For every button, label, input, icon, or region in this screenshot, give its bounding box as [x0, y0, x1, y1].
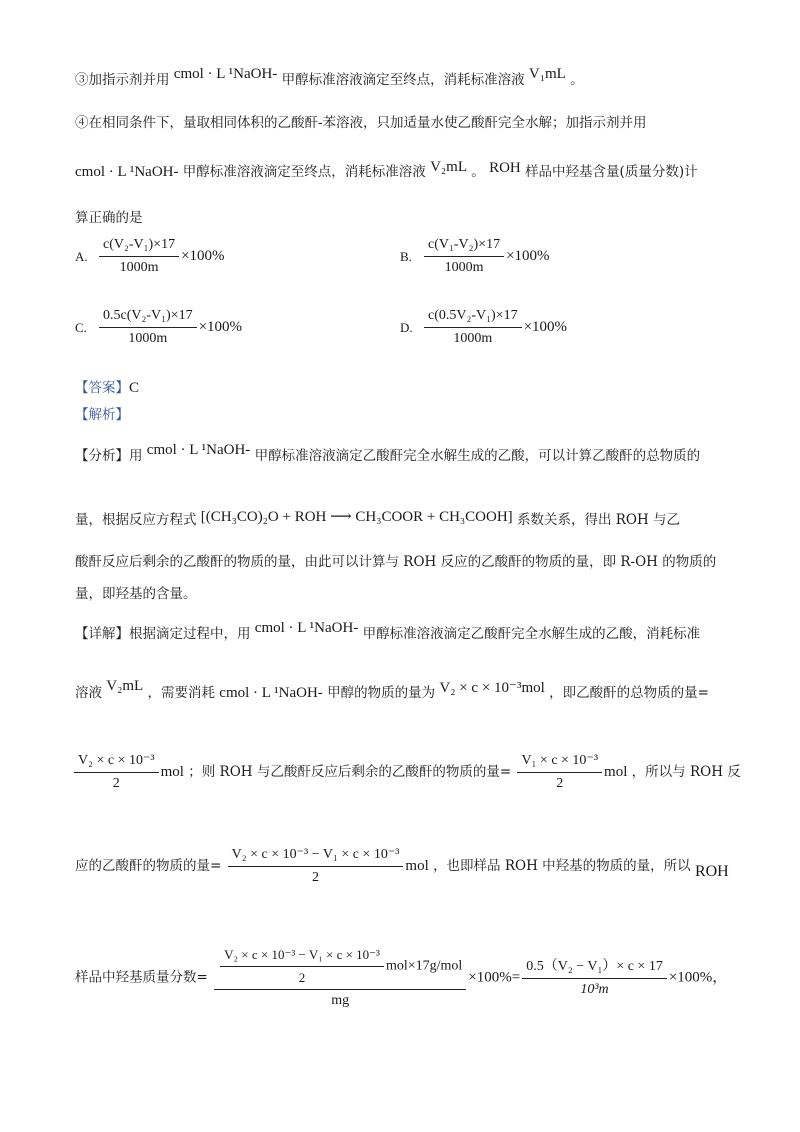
- step-4-line-3: 算正确的是: [75, 210, 143, 226]
- detail-p5: 甲醇的物质的量为: [327, 685, 436, 701]
- fraction-reacted-num: V₂ × c × 10⁻³ − V₁ × c × 10⁻³: [228, 846, 404, 867]
- option-a: [75, 236, 225, 277]
- fraction-total-den: 2: [112, 776, 120, 791]
- step-3-prefix: ③加指示剂并用: [75, 72, 170, 88]
- detail-reagent-2: cmol · L ¹NaOH-: [219, 685, 323, 701]
- detail-line-3: [72, 752, 741, 793]
- fraction-mass-inner: [220, 946, 384, 987]
- option-d-label: D.: [400, 319, 413, 335]
- fraction-total: [74, 752, 159, 793]
- option-d-tail: ×100%: [523, 319, 568, 335]
- step-3-reagent: cmol · L ¹NaOH-: [173, 66, 278, 82]
- detail-expr-1: V₂ × c × 10⁻³mol: [439, 680, 545, 696]
- fraction-mass: [214, 946, 466, 1010]
- fenxi-reagent: cmol · L ¹NaOH-: [146, 442, 251, 458]
- detail-p9: 应的乙酸酐的物质的量=: [75, 858, 222, 874]
- mol-unit-3: mol: [405, 858, 429, 874]
- detail-roh: ROH: [694, 863, 729, 880]
- detail-line-4: [75, 846, 729, 887]
- fenxi-p1: 用: [129, 448, 143, 464]
- detail-volume: V₂mL: [106, 678, 144, 694]
- fraction-final-num: 0.5（V₂ − V₁）× c × 17: [522, 958, 667, 979]
- fenxi-line-4: 量，即羟基的含量。: [75, 586, 197, 602]
- fraction-remaining: [517, 752, 602, 793]
- option-d-denominator: 1000m: [453, 331, 493, 346]
- option-b-denominator: 1000m: [444, 260, 484, 275]
- step-4-line-2: [75, 159, 698, 182]
- answer-tag: 【答案】: [75, 380, 129, 396]
- option-c-fraction: [99, 307, 197, 348]
- detail-p1: 根据滴定过程中，用: [129, 626, 251, 642]
- fenxi-p3: 量，根据反应方程式: [75, 512, 197, 528]
- detail-p7: ；则 ROH 与乙酸酐反应后剩余的乙酸酐的物质的量=: [188, 764, 512, 780]
- option-a-label: A.: [75, 248, 88, 264]
- option-b-fraction: [424, 236, 504, 277]
- fraction-reacted-den: 2: [312, 870, 320, 885]
- fenxi-line-2: [75, 510, 680, 530]
- option-a-tail: ×100%: [181, 248, 225, 264]
- step-4-tail: 样品中羟基含量(质量分数)计: [525, 164, 698, 180]
- fraction-mass-tail: mol×17g/mol: [385, 958, 463, 974]
- mol-unit-1: mol: [160, 764, 184, 780]
- step-4-end: 。: [471, 164, 485, 180]
- reaction-equation: [(CH₃CO)₂O + ROH ⟶ CH₃COOR + CH₃COOH]: [200, 509, 513, 525]
- fenxi-p4: 系数关系，得出 ROH 与乙: [516, 512, 681, 528]
- fraction-mass-inner-den: 2: [298, 970, 306, 985]
- detail-p3: 溶液: [75, 685, 102, 701]
- option-c-tail: ×100%: [198, 319, 243, 335]
- mol-unit-2: mol: [604, 764, 628, 780]
- fraction-mass-den: mg: [331, 993, 350, 1008]
- step-4-line-1: ④在相同条件下，量取相同体积的乙酸酐-苯溶液，只加适量水使乙酸酐完全水解；加指示剂并用: [75, 115, 647, 131]
- fraction-final: [522, 958, 667, 999]
- answer-value: C: [129, 380, 140, 396]
- step-4-volume: V₂mL: [430, 159, 467, 175]
- option-a-denominator: 1000m: [119, 260, 159, 275]
- fraction-mass-num: [214, 946, 466, 990]
- option-a-numerator: c(V₂-V₁)×17: [99, 236, 179, 257]
- fenxi-line-1: [75, 442, 701, 466]
- fraction-reacted: [228, 846, 404, 887]
- option-c-numerator: 0.5c(V₂-V₁)×17: [99, 307, 197, 328]
- option-c-denominator: 1000m: [128, 331, 168, 346]
- detail-p4: ，需要消耗: [147, 685, 215, 701]
- option-b-tail: ×100%: [506, 248, 550, 264]
- fraction-remaining-den: 2: [556, 776, 564, 791]
- detail-line-5: [75, 946, 727, 1010]
- detail-tag: 【详解】: [75, 626, 129, 642]
- detail-p10: ，也即样品 ROH 中羟基的物质的量，所以: [433, 858, 691, 874]
- percent-equals: ×100%=: [468, 969, 521, 986]
- detail-line-2: [75, 678, 709, 703]
- detail-p6: ，即乙酸酐的总物质的量=: [549, 685, 709, 701]
- option-d-numerator: c(0.5V₂-V₁)×17: [424, 307, 522, 328]
- step-4-text: 甲醇标准溶液滴定至终点，消耗标准溶液: [182, 164, 426, 180]
- detail-p11: 样品中羟基质量分数=: [75, 969, 208, 986]
- option-b-label: B.: [400, 248, 412, 264]
- detail-reagent: cmol · L ¹NaOH-: [254, 620, 359, 636]
- option-b-numerator: c(V₁-V₂)×17: [424, 236, 504, 257]
- step-4-reagent: cmol · L ¹NaOH-: [75, 164, 179, 180]
- step-3-text: 甲醇标准溶液滴定至终点，消耗标准溶液: [281, 72, 525, 88]
- answer-line: [75, 378, 139, 398]
- step-4-roh: ROH: [489, 160, 521, 176]
- fenxi-p2: 甲醇标准溶液滴定乙酸酐完全水解生成的乙酸，可以计算乙酸酐的总物质的: [254, 448, 701, 464]
- detail-line-1: [75, 620, 701, 644]
- step-3-end: 。: [570, 72, 584, 88]
- analysis-tag: 【解析】: [75, 407, 129, 423]
- option-d: [400, 307, 567, 348]
- fraction-total-num: V₂ × c × 10⁻³: [74, 752, 159, 773]
- option-b: [400, 236, 550, 277]
- option-c-label: C.: [75, 319, 87, 335]
- fraction-remaining-num: V₁ × c × 10⁻³: [517, 752, 602, 773]
- fenxi-line-3: 酸酐反应后剩余的乙酸酐的物质的量，由此可以计算与 ROH 反应的乙酸酐的物质的量，即 R-OH 的物质的: [75, 554, 717, 570]
- option-d-fraction: [424, 307, 522, 348]
- fraction-final-den: 10³m: [580, 981, 609, 997]
- option-c: [75, 307, 242, 348]
- detail-p2: 甲醇标准溶液滴定乙酸酐完全水解生成的乙酸，消耗标准: [362, 626, 701, 642]
- fenxi-tag: 【分析】: [75, 448, 129, 464]
- fraction-mass-inner-num: V₂ × c × 10⁻³ − V₁ × c × 10⁻³: [220, 946, 384, 967]
- option-a-fraction: [99, 236, 179, 277]
- step-3-volume: V₁mL: [528, 66, 566, 82]
- detail-p8: ，所以与 ROH 反: [631, 764, 741, 780]
- step-3-line: [75, 66, 584, 90]
- final-end: ×100%，: [668, 969, 728, 986]
